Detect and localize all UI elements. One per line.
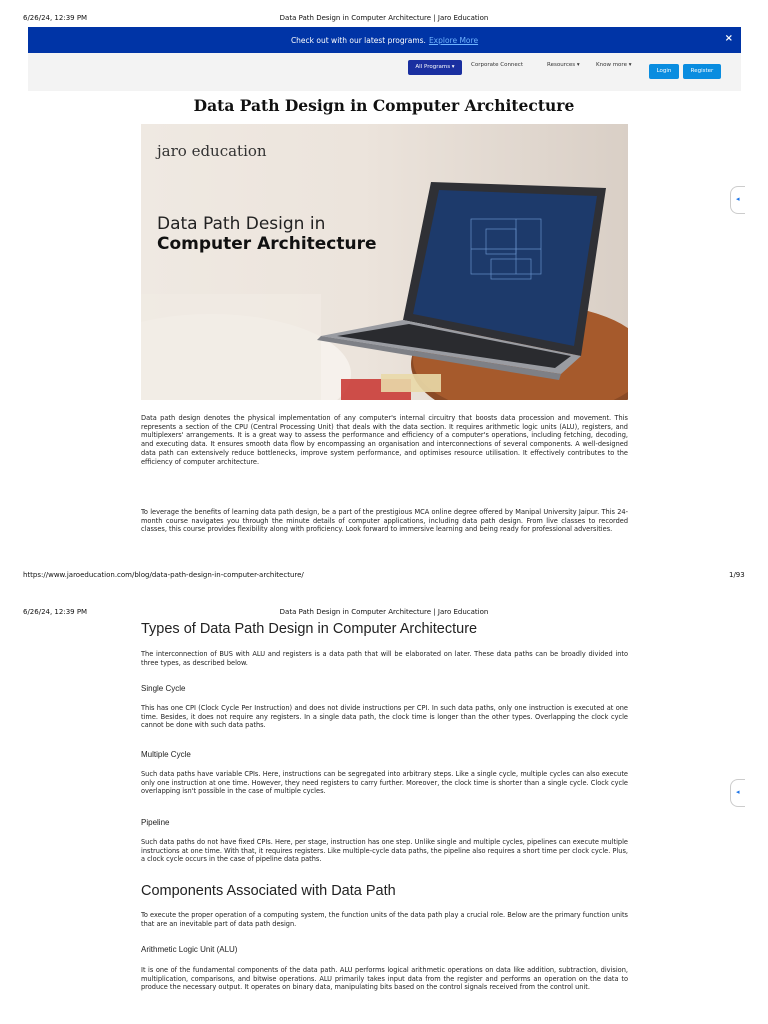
multiple-cycle-paragraph: Such data paths have variable CPIs. Here, instructions can be segregated into arbitrary steps. Like a single cycle, multiple cycles can also execute only one instruction at one time. However, they need registers to carry further. Moreover, the clock time is shorter than a single cycle. Clock cycle overlapping isn't possible in the case of multiple cycles. xyxy=(141,770,628,796)
types-paragraph: The interconnection of BUS with ALU and registers is a data path that will be elaborated on later. These data paths can be broadly divided into three types, as described below. xyxy=(141,650,628,667)
hero-illustration xyxy=(141,124,628,400)
hero-brand: jaro education xyxy=(157,142,267,160)
alu-heading: Arithmetic Logic Unit (ALU) xyxy=(141,945,238,954)
top-nav xyxy=(28,53,741,91)
types-heading: Types of Data Path Design in Computer Architecture xyxy=(141,621,478,637)
pipeline-paragraph: Such data paths do not have fixed CPIs. Here, per stage, instruction has one step. Unlike single and multiple cycles, pipelines can execute multiple instructions at one time. With that, it requires registers. Like multiple-cycle data paths, the pipeline also requires a short time per clock cycle. Plus, a clock cycle occurs in the case of pipeline data paths. xyxy=(141,838,628,864)
hero-image xyxy=(141,124,628,400)
explore-more-link[interactable]: Explore More xyxy=(428,35,479,45)
login-button[interactable]: Login xyxy=(649,64,679,79)
register-button[interactable]: Register xyxy=(683,64,721,79)
print-datetime-2: 6/26/24, 12:39 PM xyxy=(23,608,88,616)
all-programs-button[interactable]: All Programs ▾ xyxy=(408,60,462,75)
single-cycle-heading: Single Cycle xyxy=(141,684,186,693)
print-url: https://www.jaroeducation.com/blog/data-path-design-in-computer-architecture/ xyxy=(23,571,304,579)
intro-paragraph: Data path design denotes the physical implementation of any computer's internal circuitry that boosts data procession and movement. This represents a section of the CPU (Central Processing Unit) that deals with the data section. It requires arithmetic logic units (ALU), registers, and multiplexers' arrangements. It is a great way to assess the performance and efficiency of a computer's operations, including fetching, decoding, and executing data. It ensures smooth data flow by encompassing an organisation and interconnections of several components. A well-designed data path can extensively reduce bottlenecks, improve system performance, and optimises resource utilisation. It effectively contributes to the efficiency of computer architecture. xyxy=(141,414,628,466)
close-icon[interactable]: × xyxy=(724,33,733,44)
article-title: Data Path Design in Computer Architecture xyxy=(193,96,575,115)
resources-menu[interactable]: Resources ▾ xyxy=(547,62,580,68)
announcement-banner xyxy=(28,27,741,53)
pipeline-heading: Pipeline xyxy=(141,818,170,827)
print-datetime: 6/26/24, 12:39 PM xyxy=(23,14,88,22)
corporate-connect-link[interactable]: Corporate Connect xyxy=(471,62,523,68)
single-cycle-paragraph: This has one CPI (Clock Cycle Per Instruction) and does not divide instructions per CPI. In such data paths, only one instruction is executed at one time. Besides, it does not require any registers. In a single data path, the clock time is longer than the other types. Overlapping the clock cycle cannot be done with such data paths. xyxy=(141,704,628,730)
components-paragraph: To execute the proper operation of a computing system, the function units of the data path play a crucial role. Below are the primary function units that are an inevitable part of data path design. xyxy=(141,911,628,928)
side-feedback-tab[interactable] xyxy=(730,186,745,214)
components-heading: Components Associated with Data Path xyxy=(141,883,396,899)
hero-title-line2: Computer Architecture xyxy=(157,234,377,254)
banner-text: Check out with our latest programs. xyxy=(290,35,426,45)
print-doc-title: Data Path Design in Computer Architecture | Jaro Education xyxy=(279,14,489,22)
alu-paragraph: It is one of the fundamental components of the data path. ALU performs logical arithmetic operations on data like addition, subtraction, division, multiplication, comparisons, and bitwise operations. ALU primarily takes input data from the register and performs an operation on the data to produce the necessary output. It operates on binary data, manipulating bits based on the control signals received from the control unit. xyxy=(141,966,628,992)
chevron-left-icon: ◂ xyxy=(736,788,740,796)
chevron-left-icon: ◂ xyxy=(736,195,740,203)
print-doc-title-2: Data Path Design in Computer Architecture | Jaro Education xyxy=(279,608,489,616)
multiple-cycle-heading: Multiple Cycle xyxy=(141,750,191,759)
print-page-number: 1/93 xyxy=(729,571,745,579)
know-more-menu[interactable]: Know more ▾ xyxy=(596,62,632,68)
hero-title-line1: Data Path Design in xyxy=(157,214,326,234)
side-feedback-tab-2[interactable] xyxy=(730,779,745,807)
mca-paragraph: To leverage the benefits of learning data path design, be a part of the prestigious MCA online degree offered by Manipal University Jaipur. This 24-month course navigates you through the minute details of computer applications, including data path design. From live classes to recorded classes, this course provides flexibility along with proficiency. Look forward to immersive learning and being ready for professional adversities. xyxy=(141,508,628,534)
